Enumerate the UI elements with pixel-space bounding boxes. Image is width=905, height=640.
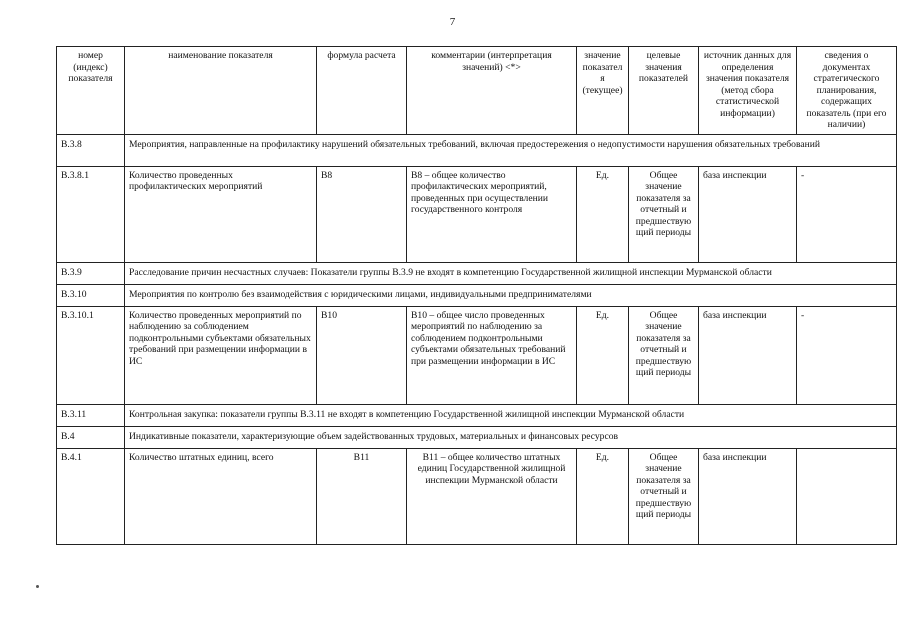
section-row (57, 262, 897, 284)
indicator-comment: В11 – общее количество штатных единиц Государственной жилищной инспекции Мурманской области (407, 448, 577, 544)
row-index: В.4 (57, 426, 125, 448)
indicator-source: база инспекции (699, 166, 797, 262)
indicator-name: Количество проведенных мероприятий по наблюдению за соблюдением подконтрольными субъектами обязательных требований при размещении информации в ИС (125, 306, 317, 404)
section-title: Мероприятия, направленные на профилактику нарушений обязательных требований, включая предостережения о недопустимости нарушения обязательных требований (125, 134, 897, 166)
row-index: В.3.10.1 (57, 306, 125, 404)
section-title: Мероприятия по контролю без взаимодействия с юридическими лицами, индивидуальными предпринимателями (125, 284, 897, 306)
page-number: 7 (449, 16, 456, 28)
section-title: Контрольная закупка: показатели группы В.3.11 не входят в компетенцию Государственной жилищной инспекции Мурманской области (125, 404, 897, 426)
column-header: сведения о документах стратегического планирования, содержащих показатель (при его наличии) (797, 47, 897, 135)
indicator-formula: В11 (317, 448, 407, 544)
indicator-target: Общее значение показателя за отчетный и предшествующий периоды (629, 448, 699, 544)
row-index: В.3.8.1 (57, 166, 125, 262)
indicator-formula: В10 (317, 306, 407, 404)
section-title: Расследование причин несчастных случаев: Показатели группы В.3.9 не входят в компетенцию Государственной жилищной инспекции Мурманской области (125, 262, 897, 284)
indicator-source: база инспекции (699, 306, 797, 404)
section-row (57, 426, 897, 448)
indicator-docs (797, 448, 897, 544)
section-title: Индикативные показатели, характеризующие объем задействованных трудовых, материальных и финансовых ресурсов (125, 426, 897, 448)
indicator-unit: Ед. (577, 166, 629, 262)
column-header: значение показателя (текущее) (577, 47, 629, 135)
column-header: формула расчета (317, 47, 407, 135)
indicator-target: Общее значение показателя за отчетный и предшествующий периоды (629, 166, 699, 262)
table-row (57, 448, 897, 544)
table-header-row (57, 47, 897, 135)
indicator-name: Количество проведенных профилактических мероприятий (125, 166, 317, 262)
section-row (57, 404, 897, 426)
indicator-comment: В10 – общее число проведенных мероприятий по наблюдению за соблюдением подконтрольными субъектами обязательных требований при размещении информации в ИС (407, 306, 577, 404)
section-row (57, 284, 897, 306)
row-index: В.3.11 (57, 404, 125, 426)
column-header: комментарии (интерпретация значений) <*> (407, 47, 577, 135)
column-header: целевые значения показателей (629, 47, 699, 135)
row-index: В.3.8 (57, 134, 125, 166)
indicator-name: Количество штатных единиц, всего (125, 448, 317, 544)
column-header: наименование показателя (125, 47, 317, 135)
scan-speck (36, 585, 39, 588)
row-index: В.3.10 (57, 284, 125, 306)
table-row (57, 166, 897, 262)
indicator-docs: - (797, 166, 897, 262)
indicator-target: Общее значение показателя за отчетный и предшествующий периоды (629, 306, 699, 404)
indicator-unit: Ед. (577, 306, 629, 404)
table-row (57, 306, 897, 404)
indicator-unit: Ед. (577, 448, 629, 544)
indicators-table (56, 46, 897, 545)
indicator-formula: В8 (317, 166, 407, 262)
indicator-source: база инспекции (699, 448, 797, 544)
row-index: В.3.9 (57, 262, 125, 284)
indicator-docs: - (797, 306, 897, 404)
row-index: В.4.1 (57, 448, 125, 544)
column-header: номер (индекс) показателя (57, 47, 125, 135)
indicator-comment: В8 – общее количество профилактических мероприятий, проведенных при осуществлении государственного контроля (407, 166, 577, 262)
column-header: источник данных для определения значения показателя (метод сбора статистической информации) (699, 47, 797, 135)
section-row (57, 134, 897, 166)
